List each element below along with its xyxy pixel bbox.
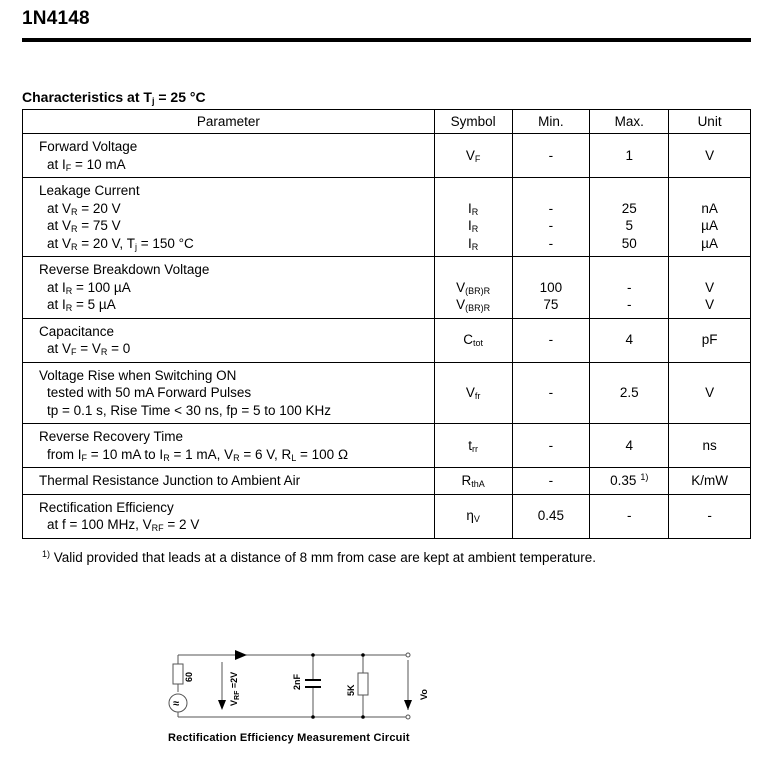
parameter-condition: at f = 100 MHz, $V_{RF} = 2$ V <box>47 517 200 533</box>
min-cell: 100 75 <box>512 257 590 319</box>
unit-cell: ns <box>669 424 751 468</box>
table-row <box>23 257 751 319</box>
parameter-title: Forward Voltage <box>39 139 138 154</box>
table-row <box>23 468 751 495</box>
parameter-condition: at $I_R = 100$ µA <box>47 279 131 296</box>
parameter-condition: at $I_R = 5$ µA <box>47 297 116 313</box>
min-cell: - <box>512 424 590 468</box>
max-cell: 4 <box>590 318 669 362</box>
parameter-cell <box>23 178 435 257</box>
unit-cell: - <box>669 494 751 538</box>
min-cell: - - - <box>512 178 590 257</box>
parameter-condition: at $V_R = 20$ V <box>47 200 121 217</box>
parameter-cell <box>23 468 435 495</box>
parameter-title: Rectification Efficiency <box>39 499 174 515</box>
symbol-cell: $V_{fr}$ <box>434 362 512 424</box>
max-cell: - <box>590 494 669 538</box>
unit-cell: V <box>669 134 751 178</box>
parameter-cell <box>23 134 435 178</box>
min-cell: - <box>512 134 590 178</box>
max-cell: 1 <box>590 134 669 178</box>
parameter-cell <box>23 424 435 468</box>
max-cell: 2.5 <box>590 362 669 424</box>
output-terminal-top <box>406 653 410 657</box>
unit-cell: pF <box>669 318 751 362</box>
parameter-title: Thermal Resistance Junction to Ambient Air <box>39 473 301 488</box>
unit-cell: V <box>669 362 751 424</box>
min-cell: - <box>512 468 590 495</box>
table-row <box>23 424 751 468</box>
table-row <box>23 318 751 362</box>
column-header-symbol: Symbol <box>434 110 512 134</box>
symbol-cell: $V_F$ <box>434 134 512 178</box>
table-row <box>23 134 751 178</box>
source-symbol: ≈ <box>173 698 180 710</box>
unit-cell: V V <box>669 257 751 319</box>
output-terminal-bottom <box>406 715 410 719</box>
vo-label: Vo <box>419 689 429 700</box>
footnote <box>42 550 596 565</box>
parameter-title: Capacitance <box>39 323 115 339</box>
symbol-cell: $\eta_V$ <box>434 494 512 538</box>
column-header-max: Max. <box>590 110 669 134</box>
circuit-caption: Rectification Efficiency Measurement Circuit <box>168 732 410 744</box>
footnote-text: Valid provided that leads at a distance of 8 mm from case are kept at ambient temperature. <box>50 550 597 565</box>
capacitor-icon <box>305 680 321 687</box>
max-cell: - - <box>590 257 669 319</box>
parameter-cell <box>23 362 435 424</box>
vrf-arrow-icon <box>218 700 226 710</box>
vo-arrow-icon <box>404 700 412 710</box>
part-number-title: 1N4148 <box>22 8 90 29</box>
table-header-row <box>23 110 751 134</box>
symbol-cell: $C_{tot}$ <box>434 318 512 362</box>
characteristics-table <box>22 109 751 539</box>
resistor-5k-icon <box>358 673 368 695</box>
footnote-mark: 1) <box>42 549 51 559</box>
parameter-condition: at $V_R = 20$ V, $T_j = 150$ °C <box>47 235 194 252</box>
parameter-condition: at $V_R = 75$ V <box>47 218 121 234</box>
parameter-condition: tp = 0.1 s, Rise Time < 30 ns, fp = 5 to 100 KHz <box>47 402 332 418</box>
min-cell: - <box>512 318 590 362</box>
parameter-condition: at $I_F = 10$ mA <box>47 156 126 173</box>
title-rule <box>22 38 751 42</box>
max-cell: 4 <box>590 424 669 468</box>
min-cell: 0.45 <box>512 494 590 538</box>
resistor-60-icon <box>173 664 183 684</box>
parameter-condition: from $I_F = 10$ mA to $I_R = 1$ mA, $V_R = 6$ V, $R_L = 100$ Ω <box>47 446 349 463</box>
table-row <box>23 178 751 257</box>
measurement-circuit-diagram <box>150 640 440 730</box>
parameter-title: Leakage Current <box>39 183 140 198</box>
column-header-min: Min. <box>512 110 590 134</box>
r2-label: 5K <box>346 684 356 696</box>
parameter-condition: tested with 50 mA Forward Pulses <box>47 385 252 400</box>
parameter-condition: at $V_F = V_R = 0$ <box>47 341 131 357</box>
parameter-cell <box>23 257 435 319</box>
parameter-cell <box>23 494 435 538</box>
vrf-label: $V_{RF} =2V$ <box>229 671 241 706</box>
symbol-cell: $I_R$ $I_R$ $I_R$ <box>434 178 512 257</box>
symbol-cell: $t_{rr}$ <box>434 424 512 468</box>
min-cell: - <box>512 362 590 424</box>
column-header-unit: Unit <box>669 110 751 134</box>
unit-cell: K/mW <box>669 468 751 495</box>
section-title: Characteristics at $T_j = 25$ °C <box>22 89 206 106</box>
parameter-cell <box>23 318 435 362</box>
column-header-parameter: Parameter <box>23 110 435 134</box>
symbol-cell: $V_{(BR)R}$ $V_{(BR)R}$ <box>434 257 512 319</box>
table-row <box>23 362 751 424</box>
capacitor-label: 2nF <box>292 673 302 690</box>
parameter-title: Voltage Rise when Switching ON <box>39 367 237 383</box>
parameter-title: Reverse Recovery Time <box>39 429 184 444</box>
parameter-title: Reverse Breakdown Voltage <box>39 262 210 277</box>
r1-label: 60 <box>184 671 194 682</box>
symbol-cell: $R_{thA}$ <box>434 468 512 495</box>
diode-arrow-icon <box>235 650 247 660</box>
unit-cell: nA µA µA <box>669 178 751 257</box>
table-row <box>23 494 751 538</box>
max-cell: 25 5 50 <box>590 178 669 257</box>
max-cell: 0.35 $^{1)}$ <box>590 468 669 495</box>
